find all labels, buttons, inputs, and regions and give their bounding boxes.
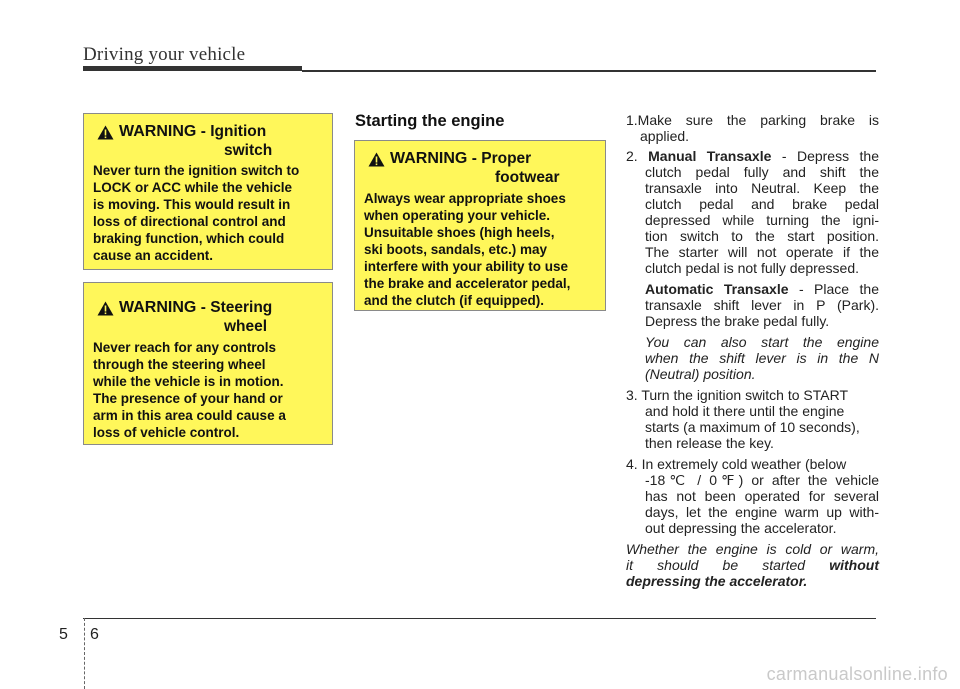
automatic-transaxle-label: Automatic Transaxle: [645, 281, 789, 297]
header-rule-thin: [302, 70, 876, 72]
warning-body-line: interfere with your ability to use: [364, 259, 569, 274]
warning-body-line: when operating your vehicle.: [364, 208, 551, 223]
warning-body-line: Never turn the ignition switch to: [93, 163, 300, 178]
step-line: depressed while turning the igni-: [645, 212, 879, 228]
step-line: 1.Make sure the parking brake is: [626, 112, 879, 128]
warning-triangle-icon: [368, 152, 385, 167]
warning-subject-cont: wheel: [224, 318, 268, 335]
footer-dashed-divider: [84, 618, 85, 689]
italic-note-line: (Neutral) position.: [645, 366, 756, 382]
warning-body-line: loss of vehicle control.: [93, 425, 240, 440]
chapter-number: 5: [59, 626, 68, 643]
warning-box-footwear: [354, 140, 606, 311]
step-3-body: [626, 403, 879, 451]
warning-triangle-icon: [97, 125, 114, 140]
header-rule-thick: [83, 66, 302, 71]
closing-note-line: depressing the accelerator.: [626, 573, 808, 589]
warning-body-line: and the clutch (if equipped).: [364, 293, 544, 308]
warning-body: [84, 162, 332, 264]
manual-transaxle-label: Manual Transaxle: [648, 148, 772, 164]
instructions-column: [626, 112, 879, 589]
warning-body-line: Never reach for any controls: [93, 340, 277, 355]
step-line: tion switch to the start position.: [645, 228, 879, 244]
warning-box-steering: [83, 282, 333, 445]
step-2: [626, 148, 879, 164]
warning-heading: [84, 123, 332, 161]
step-line: out depressing the accelerator.: [645, 520, 837, 536]
page-header-title: Driving your vehicle: [83, 44, 246, 65]
step-line: then release the key.: [645, 435, 774, 451]
section-title: Starting the engine: [355, 112, 505, 130]
warning-body-line: LOCK or ACC while the vehicle: [93, 180, 293, 195]
warning-subject-cont: footwear: [495, 169, 560, 186]
italic-note-line: when the shift lever is in the N: [645, 350, 879, 366]
closing-note-line: [626, 557, 879, 573]
step-1-cont: [626, 128, 879, 144]
step-line: days, let the engine warm up with-: [645, 504, 879, 520]
step-2-body: [626, 164, 879, 382]
warning-body-line: arm in this area could cause a: [93, 408, 286, 423]
warning-body-line: Unsuitable shoes (high heels,: [364, 225, 555, 240]
step-4-body: [626, 472, 879, 536]
footer-rule: [83, 618, 876, 619]
italic-note-line: You can also start the engine: [645, 334, 879, 350]
warning-subject: - Proper: [471, 150, 532, 167]
step-line: has not been operated for several: [645, 488, 879, 504]
page-number: 6: [90, 626, 99, 643]
warning-body: [355, 190, 605, 309]
step-line: starts (a maximum of 10 seconds),: [645, 419, 860, 435]
warning-body-line: Always wear appropriate shoes: [364, 191, 566, 206]
step-line: transaxle shift lever in P (Park).: [645, 297, 879, 313]
step-line: applied.: [640, 128, 690, 144]
warning-keyword: WARNING: [119, 299, 197, 316]
step-line: clutch pedal fully and shift the: [645, 164, 879, 180]
step-line: -18℃ / 0℉) or after the vehicle: [645, 472, 879, 488]
warning-triangle-icon: [97, 301, 114, 316]
step-line: clutch pedal is not fully depressed.: [645, 260, 860, 276]
step-line: and hold it there until the engine: [645, 403, 845, 419]
closing-note-line: Whether the engine is cold or warm,: [626, 541, 879, 557]
step-line: The starter will not operate if the: [645, 244, 879, 260]
warning-body-line: ski boots, sandals, etc.) may: [364, 242, 548, 257]
warning-body-line: The presence of your hand or: [93, 391, 283, 406]
warning-body-line: while the vehicle is in motion.: [93, 374, 284, 389]
watermark-text: carmanualsonline.info: [766, 664, 948, 684]
warning-body-line: braking function, which could: [93, 231, 285, 246]
warning-body-line: the brake and accelerator pedal,: [364, 276, 571, 291]
step-1: [626, 112, 879, 128]
warning-body-line: loss of directional control and: [93, 214, 286, 229]
warning-body-line: is moving. This would result in: [93, 197, 291, 212]
warning-subject: - Steering: [200, 299, 273, 316]
step-line: Depress the brake pedal fully.: [645, 313, 830, 329]
warning-heading: [84, 299, 332, 337]
warning-heading: [355, 150, 605, 188]
warning-box-ignition: [83, 113, 333, 270]
step-4: 4. In extremely cold weather (below: [626, 456, 847, 472]
warning-body-line: cause an accident.: [93, 248, 214, 263]
step-line: - Place the: [788, 281, 879, 297]
note-emphasis: without: [829, 557, 879, 573]
note-text: it should be started: [626, 557, 830, 573]
warning-keyword: WARNING: [119, 123, 197, 140]
automatic-transaxle: [645, 281, 879, 297]
warning-keyword: WARNING: [390, 150, 468, 167]
step-line: - Depress the: [771, 148, 879, 164]
warning-body: [84, 339, 332, 441]
warning-subject-cont: switch: [224, 142, 273, 159]
step-line: transaxle into Neutral. Keep the: [645, 180, 879, 196]
step-number: 2.: [626, 148, 649, 164]
warning-body-line: through the steering wheel: [93, 357, 266, 372]
step-3: 3. Turn the ignition switch to START: [626, 387, 849, 403]
step-line: clutch pedal and brake pedal: [645, 196, 879, 212]
warning-subject: - Ignition: [200, 123, 267, 140]
